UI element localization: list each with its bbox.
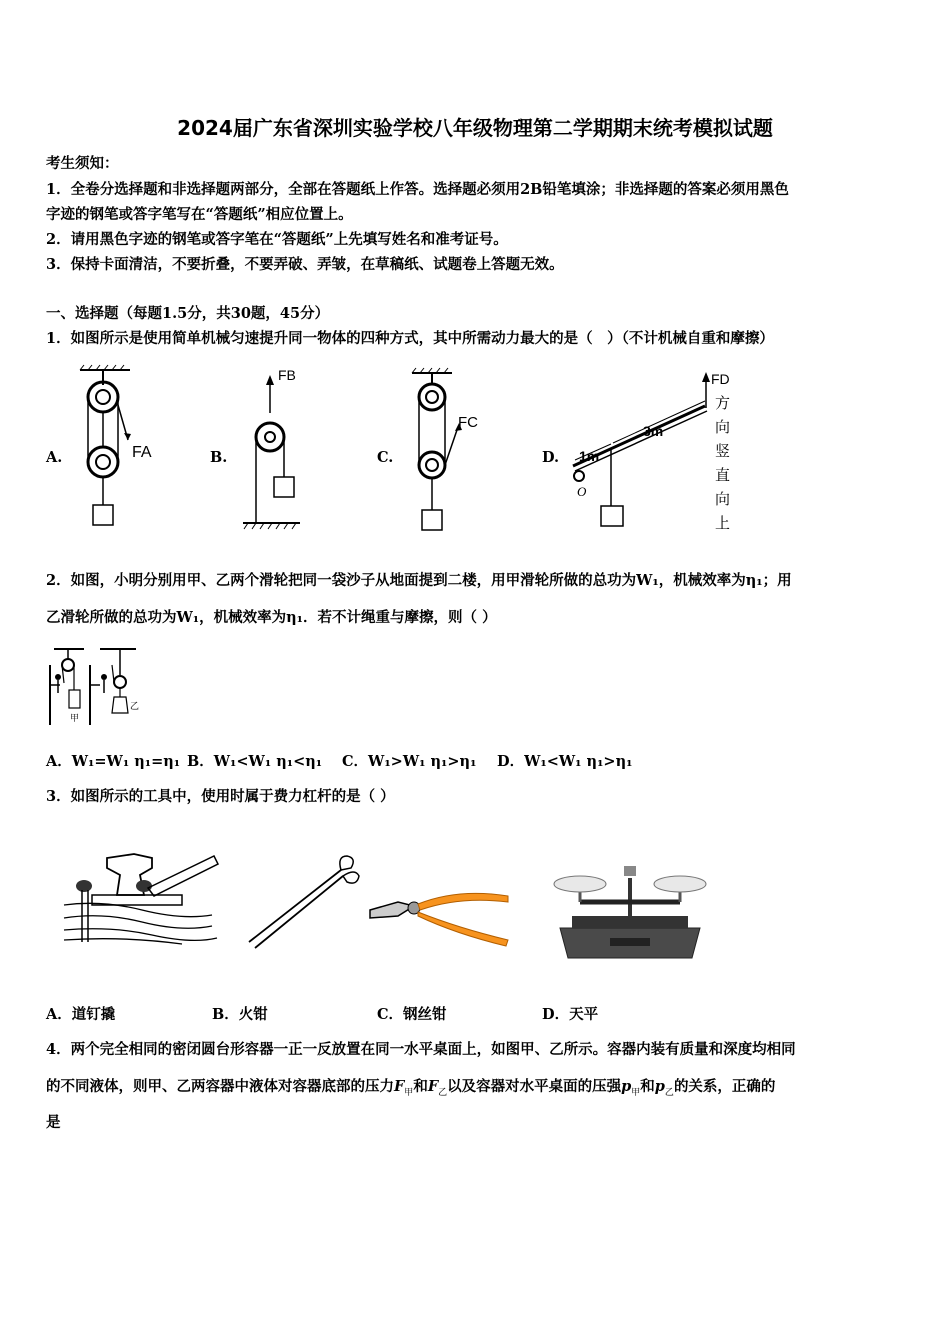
direction-char-3: 竖 — [715, 442, 731, 460]
page-title: 2024届广东省深圳实验学校八年级物理第二学期期末统考模拟试题 — [177, 116, 773, 140]
question-3-text: 3．如图所示的工具中，使用时属于费力杠杆的是（ ） — [46, 788, 395, 805]
q1-figure-d-lever — [565, 368, 755, 538]
question-1-text: 1．如图所示是使用简单机械匀速提升同一物体的四种方式，其中所需动力最大的是（ ）（不计机械自重和摩擦） — [46, 330, 774, 347]
q1-figure-a-pulley-system — [70, 365, 160, 535]
q4-text-part-b: 以及容器对水平桌面的压强 — [447, 1078, 622, 1095]
q4-sub-yi-2: 乙 — [664, 1087, 674, 1098]
q1-figure-c-pulley-system — [402, 365, 492, 535]
q2-option-d: D．W₁<W₁ η₁>η₁ — [497, 753, 633, 770]
q2-option-c: C．W₁>W₁ η₁>η₁ — [342, 753, 477, 770]
question-4-line-1: 4．两个完全相同的密闭圆台形容器一正一反放置在同一水平桌面上，如图甲、乙所示。容器内装有质量和深度均相同 — [46, 1041, 796, 1058]
question-4-line-3: 是 — [46, 1114, 61, 1131]
q3-option-c: C．钢丝钳 — [377, 1006, 447, 1023]
q1-option-c-label: C. — [377, 449, 394, 466]
q3-tool-balance — [550, 858, 710, 958]
force-label-fa: FA — [132, 444, 152, 461]
q4-text-part-a: 的不同液体，则甲、乙两容器中液体对容器底部的压力 — [46, 1078, 394, 1095]
q2-option-b: B．W₁<W₁ η₁<η₁ — [187, 753, 323, 770]
q2-figure-pulleys — [46, 645, 146, 730]
q4-text-part-c: 的关系，正确的 — [673, 1078, 776, 1095]
force-label-fc: FC — [458, 414, 478, 431]
force-label-fb: FB — [278, 367, 296, 383]
pivot-label: O — [577, 484, 587, 499]
question-2-line-1: 2．如图，小明分别用甲、乙两个滑轮把同一袋沙子从地面提到二楼，用甲滑轮所做的总功为W₁，机械效率为η₁；用 — [46, 572, 792, 589]
notice-item-2: 2．请用黑色字迹的钢笔或答字笔在“答题纸”上先填写姓名和准考证号。 — [46, 231, 508, 248]
q4-sub-jia: 甲 — [404, 1087, 414, 1098]
length-label-3m: 3m — [643, 423, 664, 439]
q3-tool-fire-tongs — [245, 850, 365, 950]
notice-heading: 考生须知： — [46, 155, 119, 172]
question-4-line-2 — [46, 1075, 775, 1098]
label-jia: 甲 — [70, 714, 80, 724]
q4-symbol-f-jia: F — [394, 1078, 405, 1095]
q4-and-1: 和 — [413, 1078, 428, 1095]
label-yi: 乙 — [130, 702, 140, 712]
question-2-line-2: 乙滑轮所做的总功为W₁，机械效率为η₁．若不计绳重与摩擦，则（ ） — [46, 609, 497, 626]
q4-sub-yi: 乙 — [438, 1087, 448, 1098]
q3-option-d: D．天平 — [542, 1006, 599, 1023]
q3-option-a: A．道钉撬 — [46, 1006, 116, 1023]
q3-tool-pliers — [368, 880, 518, 950]
q1-option-a-label: A. — [46, 449, 63, 466]
q4-and-2: 和 — [640, 1078, 655, 1095]
q4-symbol-f-yi: F — [427, 1078, 439, 1095]
notice-item-1-cont: 字迹的钢笔或答字笔写在“答题纸”相应位置上。 — [46, 206, 353, 223]
q3-option-b: B．火钳 — [212, 1006, 268, 1023]
notice-item-3: 3．保持卡面清洁，不要折叠，不要弄破、弄皱，在草稿纸、试题卷上答题无效。 — [46, 256, 564, 273]
direction-char-4: 直 — [715, 466, 731, 484]
section-heading: 一、选择题（每题1.5分，共30题，45分） — [46, 305, 330, 322]
q1-option-d-label: D. — [542, 449, 560, 466]
direction-char-1: 方 — [715, 394, 731, 412]
q3-tool-nail-puller — [62, 850, 222, 950]
q4-symbol-p-yi: p — [654, 1078, 665, 1095]
direction-char-2: 向 — [715, 418, 731, 436]
direction-char-6: 上 — [715, 514, 731, 532]
q1-figure-b-movable-pulley — [238, 365, 328, 535]
notice-item-1: 1．全卷分选择题和非选择题两部分，全部在答题纸上作答。选择题必须用2B铅笔填涂；非选择题的答案必须用黑色 — [46, 181, 789, 198]
q4-symbol-p-jia: p — [621, 1078, 632, 1095]
q4-sub-jia-2: 甲 — [631, 1087, 641, 1098]
force-label-fd: FD — [711, 371, 730, 387]
length-label-1m: 1m — [579, 448, 600, 464]
q2-option-a: A．W₁=W₁ η₁=η₁ — [46, 753, 181, 770]
direction-char-5: 向 — [715, 490, 731, 508]
q1-option-b-label: B. — [210, 449, 228, 466]
